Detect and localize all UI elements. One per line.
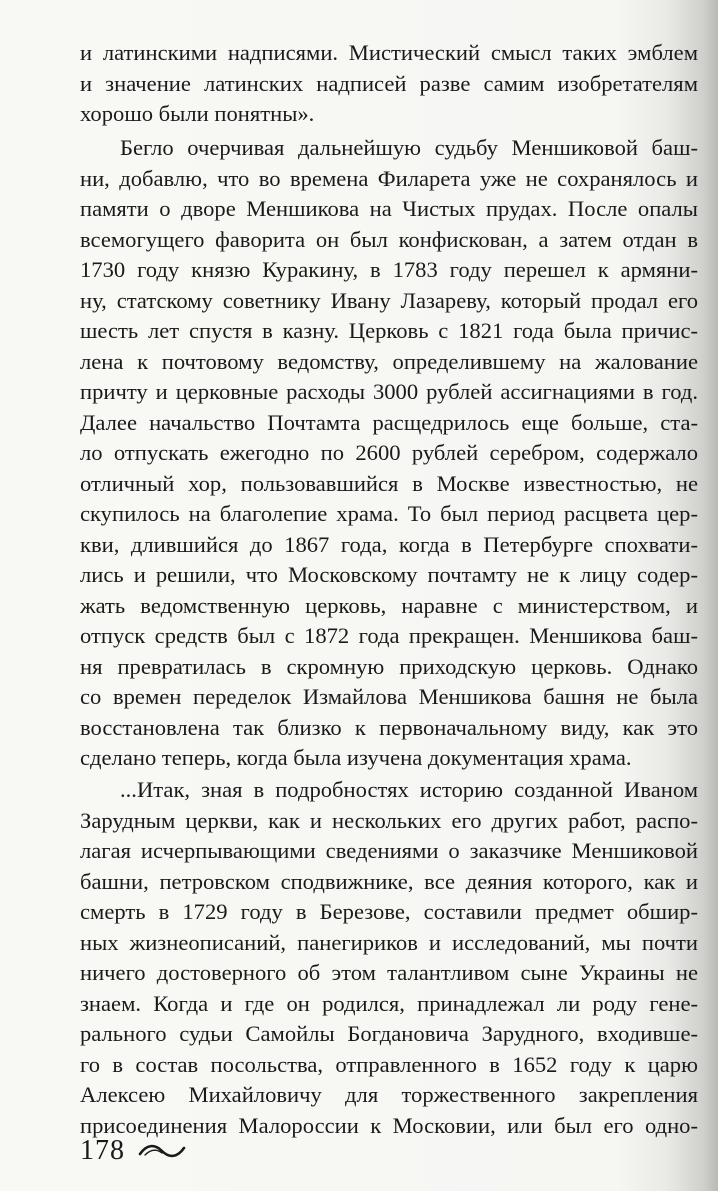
text-line: жать ведомственную церковь, наравне с министерством, и (80, 592, 698, 618)
text-line: ...Итак, зная в подробностях историю созданной Иваном (120, 777, 698, 802)
text-line: восстановлена так близко к первоначальному виду, как это (80, 714, 698, 740)
tilde-ornament-icon (137, 1140, 187, 1162)
text-line: отпуск средств был с 1872 года прекращен. Меншикова баш- (80, 623, 698, 648)
text-line: скупилось на благолепие храма. То был период расцвета цер- (80, 501, 698, 526)
text-line: со времен переделок Измайлова Меншикова башня не была (80, 684, 698, 709)
text-line: ных жизнеописаний, панегириков и исследований, мы почти (80, 929, 698, 955)
text-line: отличный хор, пользовавшийся в Москве известностью, не (80, 470, 698, 496)
text-line: лена к почтовому ведомству, определившему на жалование (80, 348, 698, 374)
text-line: рального судьи Самойлы Богдановича Зарудного, входивше- (80, 1021, 698, 1046)
text-line: Далее начальство Почтамта расщедрилось еще больше, ста- (80, 409, 698, 435)
text-line: хорошо были понятны». (80, 101, 315, 126)
text-line: 1730 году князю Куракину, в 1783 году перешел к армяни- (80, 257, 698, 282)
text-line: смерть в 1729 году в Березове, составили предмет обшир- (80, 899, 698, 924)
text-line: памяти о дворе Меншикова на Чистых прудах. После опалы (80, 196, 698, 221)
text-line: сделано теперь, когда была изучена документация храма. (80, 745, 632, 770)
text-line: причту и церковные расходы 3000 рублей ассигнациями в год. (80, 379, 698, 404)
text-line: ну, статскому советнику Ивану Лазареву, который продал его (80, 287, 698, 313)
text-line: го в состав посольства, отправленного в 1652 году к царю (80, 1051, 698, 1077)
text-line: и значение латинских надписей разве самим изобретателям (80, 70, 698, 96)
text-line: лагая исчерпывающими сведениями о заказчике Меншиковой (80, 838, 698, 863)
text-line: шесть лет спустя в казну. Церковь с 1821 года была причис- (80, 318, 698, 343)
text-line: и латинскими надписями. Мистический смысл таких эмблем (80, 40, 698, 65)
page-footer (80, 1131, 187, 1171)
text-line: башни, петровском сподвижнике, все деяния которого, как и (80, 868, 698, 894)
text-line: Зарудным церкви, как и нескольких его других работ, распо- (80, 807, 698, 833)
text-line: Алексею Михайловичу для торжественного закрепления (80, 1082, 698, 1107)
text-line: ло отпускать ежегодно по 2600 рублей серебром, содержало (80, 440, 698, 465)
text-line: ня превратилась в скромную приходскую церковь. Однако (80, 653, 698, 679)
page-number: 178 (80, 1135, 125, 1166)
text-line: ничего достоверного об этом талантливом сыне Украины не (80, 960, 698, 985)
text-line: лись и решили, что Московскому почтамту не к лицу содер- (80, 562, 698, 587)
text-line: кви, длившийся до 1867 года, когда в Петербурге спохвати- (80, 531, 698, 557)
text-line: знаем. Когда и где он родился, принадлежал ли роду гене- (80, 990, 698, 1016)
text-line: всемогущего фаворита он был конфискован, а затем отдан в (80, 226, 698, 252)
text-line: Бегло очерчивая дальнейшую судьбу Меншиковой баш- (120, 135, 698, 160)
text-line: ни, добавлю, что во времена Филарета уже не сохранялось и (80, 165, 698, 191)
text-line: присоединения Малороссии к Московии, или был его одно- (80, 1112, 698, 1138)
